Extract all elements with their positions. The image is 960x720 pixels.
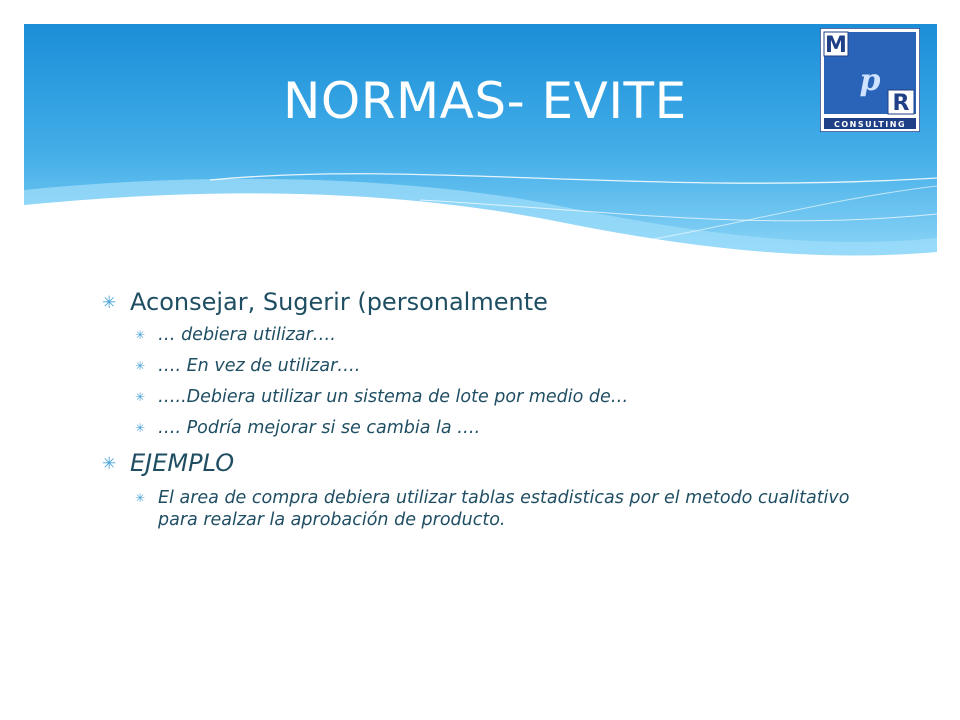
asterisk-bullet-icon: ✳ [135,421,146,435]
asterisk-bullet-icon: ✳ [135,491,146,505]
sub-bullet-text: … debiera utilizar…. [158,325,336,345]
slide-content [102,282,862,531]
bullet-item [102,445,862,481]
sub-bullet-text: …. En vez de utilizar…. [158,356,361,376]
sub-bullet-item [102,386,862,408]
logo-letter-p: p [859,63,881,98]
sub-bullet-item [102,487,862,531]
sub-bullet-text: El area de compra debiera utilizar tablas estadisticas por el metodo cualitativo para realzar la aprobación de producto. [158,488,850,530]
bullet-item [102,284,862,320]
title-banner [0,0,960,290]
sub-bullet-text: …. Podría mejorar si se cambia la …. [158,418,481,438]
bullet-text: EJEMPLO [130,449,235,477]
slide-title: NORMAS- EVITE [283,72,687,130]
logo-letter-r: R [892,91,910,116]
sub-bullet-item [102,355,862,377]
asterisk-bullet-icon: ✳ [135,328,146,342]
asterisk-bullet-icon: ✳ [135,359,146,373]
sub-bullet-text: …..Debiera utilizar un sistema de lote por medio de… [158,387,629,407]
logo-letter-m: M [825,33,847,58]
sub-bullet-item [102,417,862,439]
asterisk-bullet-icon: ✳ [102,293,117,313]
bullet-text: Aconsejar, Sugerir (personalmente [130,288,548,316]
asterisk-bullet-icon: ✳ [135,390,146,404]
asterisk-bullet-icon: ✳ [102,454,117,474]
sub-bullet-item [102,324,862,346]
logo-tagline: CONSULTING [833,120,907,129]
mpr-consulting-logo-icon [820,28,920,132]
